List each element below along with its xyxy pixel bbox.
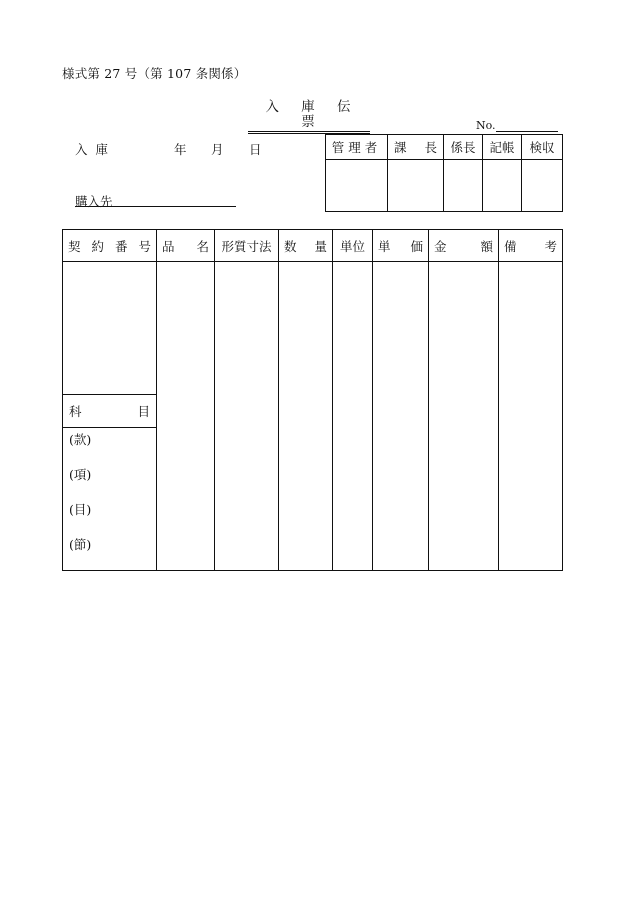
- form-number: 様式第 27 号（第 107 条関係）: [62, 66, 247, 81]
- slip-number-label: No.: [476, 119, 496, 132]
- approval-stamp-subsection-chief[interactable]: [444, 160, 483, 212]
- column-header-amount: 金額: [429, 230, 499, 262]
- approval-stamp-table: [325, 134, 563, 212]
- column-header-contract-number: 契約番号: [63, 230, 157, 262]
- item-name-cell[interactable]: [157, 262, 215, 571]
- approval-stamp-manager[interactable]: [326, 160, 388, 212]
- specification-cell[interactable]: [215, 262, 279, 571]
- slip-number-field[interactable]: [496, 131, 558, 132]
- amount-cell[interactable]: [429, 262, 499, 571]
- approval-stamp-section-chief[interactable]: [388, 160, 444, 212]
- remarks-cell[interactable]: [499, 262, 563, 571]
- column-header-unit: 単位: [333, 230, 373, 262]
- approval-header-inspection: 検収: [522, 135, 563, 160]
- approval-stamp-bookkeeping[interactable]: [483, 160, 522, 212]
- unit-price-cell[interactable]: [373, 262, 429, 571]
- supplier-field[interactable]: [75, 206, 236, 207]
- approval-stamp-inspection[interactable]: [522, 160, 563, 212]
- unit-cell[interactable]: [333, 262, 373, 571]
- entry-day-label: 日: [249, 142, 262, 157]
- column-header-quantity: 数量: [279, 230, 333, 262]
- page-title: 入 庫 伝 票: [248, 100, 370, 134]
- contract-number-cell[interactable]: [63, 262, 157, 395]
- quantity-cell[interactable]: [279, 262, 333, 571]
- approval-header-manager: 管理者: [326, 135, 388, 160]
- entry-month-label: 月: [211, 142, 224, 157]
- column-header-specification: 形質寸法: [215, 230, 279, 262]
- column-header-item-name: 品名: [157, 230, 215, 262]
- budget-item-kou: (項): [69, 467, 92, 482]
- budget-item-kan: (款): [69, 432, 92, 447]
- column-header-remarks: 備考: [499, 230, 563, 262]
- budget-classification-cell[interactable]: [63, 428, 157, 571]
- subject-label: 科目: [63, 395, 157, 428]
- items-table: [62, 229, 563, 571]
- budget-item-moku: (目): [69, 502, 92, 517]
- supplier-label: 購入先: [75, 194, 113, 209]
- approval-header-section-chief: 課長: [388, 135, 444, 160]
- budget-item-setsu: (節): [69, 537, 92, 552]
- entry-year-label: 年: [174, 142, 187, 157]
- approval-header-subsection-chief: 係長: [444, 135, 483, 160]
- column-header-unit-price: 単価: [373, 230, 429, 262]
- approval-header-bookkeeping: 記帳: [483, 135, 522, 160]
- entry-date-label: 入庫: [75, 142, 117, 157]
